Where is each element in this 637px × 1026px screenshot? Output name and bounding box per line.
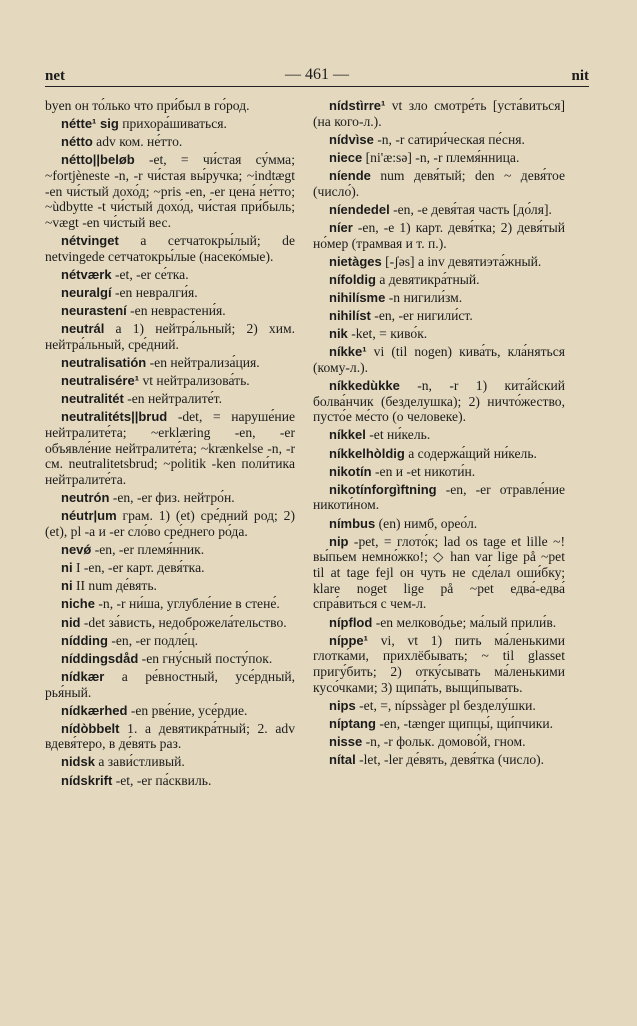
entry-headword: nip <box>329 533 349 549</box>
entry-definition: -en нейтралите́т. <box>123 391 222 407</box>
dictionary-entry <box>45 134 295 150</box>
dictionary-entry <box>45 116 295 132</box>
dictionary-entry <box>313 98 565 129</box>
left-column <box>45 98 295 791</box>
entry-headword: nikotínforgìftning <box>329 481 437 497</box>
header-rule <box>45 86 589 87</box>
entry-headword: nídkær <box>61 668 105 684</box>
entry-headword: nítal <box>329 752 356 768</box>
entry-headword: níddingsdåd <box>61 650 139 666</box>
entry-definition: -et, -er се́тка. <box>111 266 189 282</box>
header-left-guide-word: net <box>45 68 65 84</box>
entry-headword: nétvinget <box>61 233 119 249</box>
entry-definition: -en рве́ние, усе́рдие. <box>127 702 248 718</box>
dictionary-entry <box>313 202 565 218</box>
entry-definition: adv ком. не́тто. <box>92 134 183 150</box>
header-right-guide-word: nit <box>571 68 589 84</box>
entry-definition: vt нейтрализова́ть. <box>139 373 250 389</box>
entry-definition: -en мелково́дье; ма́лый прили́в. <box>372 614 557 630</box>
entry-headword: níende <box>329 167 371 183</box>
entry-definition: -n нигили́зм. <box>385 289 463 305</box>
entry-definition: прихора́шиваться. <box>118 116 227 132</box>
dictionary-entry <box>313 698 565 714</box>
dictionary-entry <box>45 669 295 700</box>
entry-definition: -det, = наруше́ние нейтралите́та; ~erklæring -en, -er объявле́ние нейтралите́та; ~krænkelse -n, -r см. neutralitetsbrud; ~politik -ken поли́тика нейтралите́та. <box>45 409 295 488</box>
entry-headword: níkkel <box>329 427 366 443</box>
entry-definition: -en неврастени́я. <box>126 303 226 319</box>
dictionary-entry <box>313 290 565 306</box>
dictionary-entry <box>45 233 295 264</box>
dictionary-entry <box>45 98 295 114</box>
entry-definition: -en гну́сный посту́пок. <box>138 650 273 666</box>
entry-headword: nidsk <box>61 754 95 770</box>
entry-definition: a девятикра́тный. <box>375 271 480 287</box>
entry-headword: niche <box>61 596 95 612</box>
dictionary-entry <box>45 285 295 301</box>
entry-headword: neutralitéts||brud <box>61 409 168 425</box>
entry-headword: níptang <box>329 715 376 731</box>
dictionary-entry <box>45 721 295 752</box>
right-column <box>313 98 565 770</box>
entry-definition: vi, vt 1) пить ма́ленькими глотка́ми, прихлёбывать; ~ til glasset пригу́бить; 2) отку́сывать ма́ленькими кусо́чками; 3) щипа́ть, выщи́пывать. <box>313 632 565 695</box>
entry-definition: -en, -er племя́нник. <box>91 542 205 558</box>
entry-definition: -et ни́кель. <box>365 427 431 443</box>
dictionary-entry <box>313 132 565 148</box>
entry-definition: a сетчатокры́лый; de netvingede сетчатокры́лые (насеко́мые). <box>45 233 295 264</box>
entry-headword: nípflod <box>329 614 373 630</box>
entry-headword: nips <box>329 697 356 713</box>
dictionary-entry <box>45 152 295 231</box>
dictionary-entry <box>45 321 295 352</box>
entry-headword: nídskrift <box>61 772 113 788</box>
entry-headword: nid <box>61 614 81 630</box>
entry-definition: II num де́вять. <box>72 578 157 594</box>
entry-headword: níkkelhòldig <box>329 445 405 461</box>
dictionary-entry <box>45 578 295 594</box>
dictionary-entry <box>313 734 565 750</box>
entry-headword: nétto||beløb <box>61 152 135 168</box>
dictionary-entry <box>45 373 295 389</box>
dictionary-entry <box>45 633 295 649</box>
entry-definition: I -en, -er карт. девя́тка. <box>72 560 205 576</box>
entry-definition: num девя́тый; den ~ девя́тое (число́). <box>313 167 565 199</box>
dictionary-entry <box>313 752 565 768</box>
entry-definition: [-ʃəs] a inv девятиэта́жный. <box>381 253 542 269</box>
entry-headword: neutrón <box>61 490 110 506</box>
dictionary-entry <box>45 267 295 283</box>
entry-headword: nietàges <box>329 253 382 269</box>
entry-headword: níer <box>329 219 353 235</box>
dictionary-entry <box>313 427 565 443</box>
entry-headword: nihilíst <box>329 307 371 323</box>
entry-definition: -n, -r сатири́ческая пе́сня. <box>373 131 525 147</box>
dictionary-entry <box>45 615 295 631</box>
dictionary-entry <box>45 754 295 770</box>
entry-definition: vi (til nogen) кива́ть, кла́няться (кому-л.). <box>313 344 565 375</box>
entry-definition: -en, -e 1) карт. девя́тка; 2) девя́тый но́мер (трамвая и т. п.). <box>313 219 565 251</box>
entry-headword: niece <box>329 149 363 165</box>
entry-definition: -n, -r 1) кита́йский болва́нчик (безделушка); 2) ничто́жество, пусто́е ме́сто (о человеке). <box>313 377 565 425</box>
dictionary-entry <box>313 326 565 342</box>
dictionary-entry <box>313 168 565 199</box>
entry-definition: грам. 1) (et) сре́дний род; 2) (et), pl -a и -er сло́во сре́днего ро́да. <box>45 508 295 540</box>
entry-definition: (en) нимб, орео́л. <box>375 515 478 531</box>
dictionary-entry <box>45 391 295 407</box>
entry-headword: nihilísme <box>329 289 386 305</box>
dictionary-entry <box>45 303 295 319</box>
entry-definition: -n, -r фольк. домово́й, гном. <box>362 734 526 749</box>
entry-definition: -pet, = глото́к; lad os tage et lille ~! вы́пьем немно́жко!; ◇ han var lige på ~pet til at tage fejl он чуть не сде́лал оши́бку; klare noget lige på ~pet едва́-едва́ спра́виться с чем-л. <box>313 533 565 612</box>
entry-headword: nétto <box>61 134 93 150</box>
entry-headword: nídkærhed <box>61 702 128 718</box>
dictionary-entry <box>45 596 295 612</box>
entry-definition: -en, -er нигили́ст. <box>370 307 473 323</box>
entry-definition: -n, -r ни́ша, углубле́ние в стене́. <box>94 596 280 612</box>
page-header <box>45 66 589 88</box>
entry-definition: -et, =, nípssàger pl безделу́шки. <box>355 697 536 713</box>
dictionary-entry <box>313 716 565 732</box>
entry-definition: -let, -ler де́вять, девя́тка (число). <box>355 752 545 768</box>
page-number: — 461 — <box>285 66 349 83</box>
entry-headword: neuralgí <box>61 285 112 301</box>
entry-definition: -en и -et никоти́н. <box>371 463 476 479</box>
dictionary-entry <box>313 464 565 480</box>
dictionary-entry <box>45 651 295 667</box>
dictionary-entry <box>45 560 295 576</box>
entry-definition: -en, -er отравле́ние никоти́ном. <box>313 481 565 513</box>
entry-definition: -en, -er физ. нейтро́н. <box>109 490 235 506</box>
dictionary-entry <box>313 308 565 324</box>
entry-headword: neutralitét <box>61 391 124 407</box>
entry-definition: a зави́стливый. <box>94 754 185 770</box>
entry-headword: ni <box>61 578 73 594</box>
dictionary-entry <box>313 446 565 462</box>
dictionary-entry <box>45 542 295 558</box>
dictionary-entry <box>313 220 565 251</box>
entry-headword: nídvìse <box>329 131 374 147</box>
entry-definition: -en, -tænger щипцы́, щи́пчики. <box>375 715 554 731</box>
entry-headword: nídòbbelt <box>61 720 120 736</box>
entry-definition: vt зло смотре́ть [уста́виться] (на кого-л.). <box>313 98 565 129</box>
dictionary-entry <box>45 409 295 488</box>
entry-headword: nik <box>329 326 348 342</box>
entry-headword: nétte¹ sig <box>61 116 119 132</box>
entry-headword: níkke¹ <box>329 344 367 360</box>
entry-headword: neutrál <box>61 321 105 337</box>
entry-headword: nídstìrre¹ <box>329 98 386 113</box>
entry-headword: níendedel <box>329 201 390 217</box>
entry-definition: -et, = чи́стая су́мма; ~fortjèneste -n, -r чи́стая вы́ручка; ~indtægt -en чи́стый дохо́д; ~pris -en, -er цена́ не́тто; ~ùdbytte -t чи́стый дохо́д, чи́стая при́быль; ~vægt -en чи́стый вес. <box>45 152 295 231</box>
entry-headword: neurastení <box>61 303 127 319</box>
entry-headword: nisse <box>329 734 363 749</box>
entry-headword: neutralisatión <box>61 355 147 371</box>
dictionary-entry <box>45 773 295 789</box>
entry-definition: a ре́вностный, усе́рдный, рья́ный. <box>45 668 295 700</box>
entry-definition: [ni'æ:sə] -n, -r племя́нница. <box>362 149 520 165</box>
entry-headword: nikotín <box>329 463 372 479</box>
entry-headword: nevǿ <box>61 542 92 558</box>
entry-definition: a содержа́щий ни́кель. <box>404 445 537 461</box>
entry-definition: -en нейтрализа́ция. <box>146 355 260 371</box>
dictionary-entry <box>313 482 565 513</box>
entry-definition: -en, -er подле́ц. <box>107 632 199 648</box>
entry-headword: níkkedùkke <box>329 377 400 393</box>
dictionary-entry <box>313 378 565 425</box>
entry-definition: a 1) нейтра́льный; 2) хим. нейтра́льный, сре́дний. <box>45 321 295 352</box>
entry-definition: -ket, = киво́к. <box>347 326 428 342</box>
entry-headword: níppe¹ <box>329 632 368 648</box>
entry-definition: 1. a девятикра́тный; 2. adv вдевя́теро, в де́вять раз. <box>45 720 295 752</box>
dictionary-entry <box>313 344 565 375</box>
entry-headword: neutralisére¹ <box>61 373 140 389</box>
entry-definition: -en, -e девя́тая часть [до́ля]. <box>389 201 552 217</box>
entry-definition: -det за́висть, недоброжела́тельство. <box>80 614 287 630</box>
dictionary-entry <box>45 355 295 371</box>
dictionary-entry <box>313 254 565 270</box>
entry-headword: nídding <box>61 632 108 648</box>
entry-definition: byen он то́лько что при́был в го́род. <box>45 98 250 113</box>
dictionary-entry <box>313 534 565 613</box>
dictionary-entry <box>313 272 565 288</box>
entry-headword: nímbus <box>329 515 376 531</box>
dictionary-entry <box>45 490 295 506</box>
entry-definition: -en невралги́я. <box>111 285 198 301</box>
entry-definition: -et, -er па́сквиль. <box>112 772 212 788</box>
dictionary-entry <box>313 633 565 696</box>
entry-headword: nífoldig <box>329 271 376 287</box>
dictionary-entry <box>45 703 295 719</box>
dictionary-entry <box>313 516 565 532</box>
entry-headword: néutr|um <box>61 508 117 524</box>
dictionary-entry <box>45 508 295 539</box>
entry-headword: nétværk <box>61 266 112 282</box>
dictionary-entry <box>313 615 565 631</box>
dictionary-entry <box>313 150 565 166</box>
entry-headword: ni <box>61 560 73 576</box>
